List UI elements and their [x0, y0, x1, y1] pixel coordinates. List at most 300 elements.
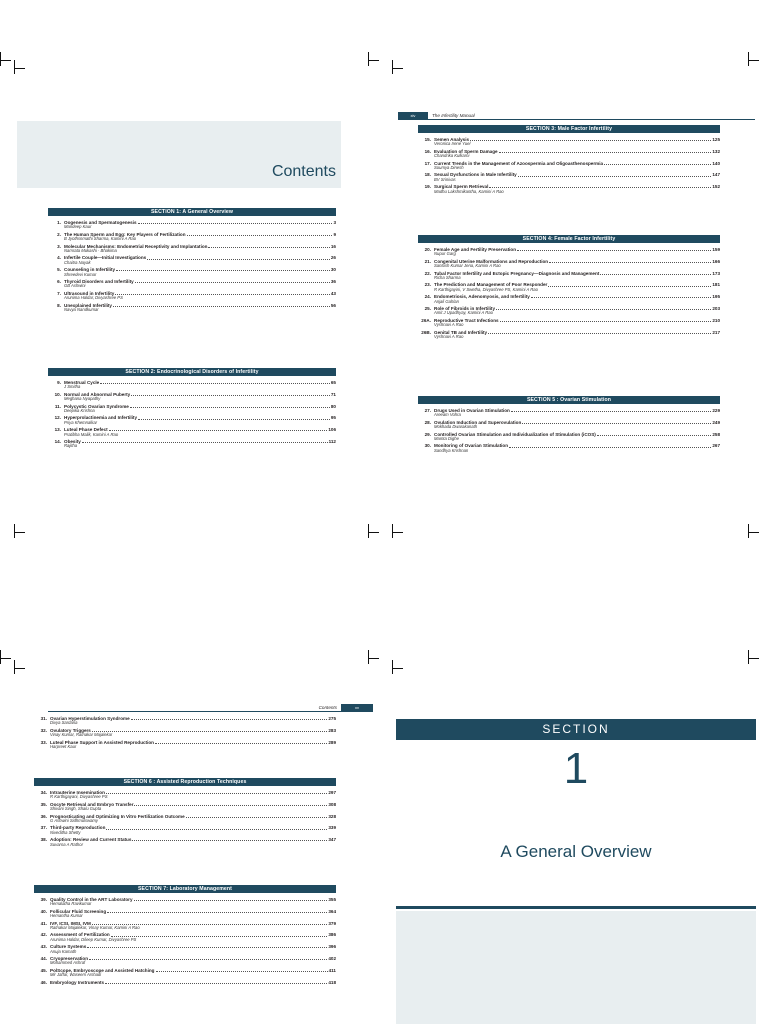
- section-heading: SECTION 4: Female Factor Infertility: [418, 235, 720, 243]
- chapter-author: Arunima Haldar, Divyashree PS: [64, 295, 123, 301]
- toc-entry[interactable]: [34, 944, 336, 954]
- chapter-number: 37.: [40, 825, 47, 831]
- chapter-number: 4.: [57, 255, 61, 261]
- leader-dots: [115, 294, 330, 295]
- chapter-title: Normal and Abnormal Puberty: [64, 391, 131, 397]
- chapter-number: 14.: [54, 438, 61, 444]
- page-number: 152: [712, 184, 720, 190]
- page-number: 106: [328, 427, 336, 433]
- leader-dots: [597, 435, 712, 436]
- chapter-number: 35.: [40, 801, 47, 807]
- chapter-title: Surgical Sperm Retrieval: [434, 184, 489, 190]
- page-number: 203: [712, 305, 720, 311]
- toc-entry[interactable]: [418, 247, 720, 257]
- toc-entry[interactable]: [48, 439, 336, 449]
- toc-entry[interactable]: [34, 728, 336, 738]
- chapter-number: 34.: [40, 790, 47, 795]
- toc-entry[interactable]: [418, 271, 720, 281]
- section-divider: [396, 906, 756, 909]
- chapter-number: 28.: [424, 419, 431, 425]
- page-number: 16: [330, 243, 336, 249]
- chapter-title: Unexplained Infertility: [64, 302, 112, 308]
- chapter-number: 11.: [54, 403, 61, 409]
- page-number: 355: [328, 897, 336, 902]
- toc-entry[interactable]: [48, 303, 336, 313]
- chapter-number: 25.: [424, 305, 431, 311]
- leader-dots: [489, 187, 711, 188]
- chapter-number: 12.: [54, 415, 61, 421]
- running-header-title: Contents: [318, 705, 337, 710]
- chapter-author: Arunima Haldar, Dileep Kumar, Divyashree PS: [50, 936, 137, 942]
- page-number: 339: [328, 825, 336, 831]
- chapter-title: Assessment of Fertilization: [50, 932, 110, 938]
- chapter-author: Madhu Lakshmikantha, Kamini A Rao: [434, 188, 504, 194]
- page-number: 125: [712, 137, 720, 142]
- chapter-title: Monitoring of Ovarian Stimulation: [434, 443, 509, 449]
- chapter-number: 23.: [424, 282, 431, 288]
- running-header: [398, 112, 755, 120]
- section-title: A General Overview: [500, 842, 652, 861]
- page-number: 195: [712, 294, 720, 300]
- page-number: 9: [333, 231, 336, 237]
- page-number: 159: [712, 247, 720, 252]
- toc-entry[interactable]: [48, 392, 336, 402]
- toc-entry[interactable]: [48, 291, 336, 301]
- leader-dots: [134, 900, 328, 901]
- chapter-number: 15.: [424, 137, 431, 142]
- page-number: 297: [328, 790, 336, 795]
- chapter-author: R Karthigayani, Divyashree PS: [50, 794, 108, 800]
- chapter-title: Oogenesis and Spermatogenesis: [64, 220, 137, 225]
- crop-mark: [368, 524, 383, 538]
- leader-dots: [522, 423, 711, 424]
- running-header-page: xiv: [398, 112, 428, 119]
- crop-mark: [748, 650, 763, 664]
- chapter-title: Ovulation Induction and Superovulation: [434, 419, 522, 425]
- chapter-author: Anuja Kamath: [50, 948, 77, 954]
- chapter-author: Divya Sardana: [50, 720, 78, 726]
- chapter-author: Shreedevi Kumar: [64, 271, 97, 277]
- chapter-title: Polycystic Ovarian Syndrome: [64, 403, 129, 409]
- leader-dots: [92, 731, 327, 732]
- page-number: 217: [712, 329, 720, 335]
- page-number: 249: [712, 419, 720, 425]
- toc-entry[interactable]: [34, 980, 336, 985]
- chapter-title: Luteal Phase Support in Assisted Reproduction: [50, 739, 154, 745]
- toc-entry[interactable]: [418, 420, 720, 430]
- leader-dots: [500, 321, 712, 322]
- page-number: 328: [328, 813, 336, 819]
- chapter-author: Chaitra Nayak: [64, 259, 91, 265]
- page-number: 258: [712, 431, 720, 437]
- crop-mark: [0, 650, 15, 664]
- toc-entry[interactable]: [34, 968, 336, 978]
- chapter-number: 24.: [424, 294, 431, 300]
- chapter-author: R Karthigayini, V Swetha, Divyashree PS, Kamini A Rao: [434, 286, 538, 292]
- page-number: 65: [330, 380, 336, 385]
- page-number: 112: [328, 438, 336, 444]
- chapter-number: 7.: [57, 290, 61, 296]
- section-heading: SECTION 7: Laboratory Management: [34, 885, 336, 893]
- leader-dots: [186, 817, 328, 818]
- page-number: 347: [328, 837, 336, 843]
- chapter-title: Infertile Couple—Initial Investigations: [64, 255, 147, 261]
- leader-dots: [604, 164, 711, 165]
- section-6-list: [34, 778, 336, 849]
- chapter-number: 27.: [424, 408, 431, 413]
- chapter-title: Tubal Factor Infertility and Ectopic Pregnancy—Diagnosis and Management: [434, 270, 600, 276]
- toc-entry[interactable]: [34, 932, 336, 942]
- chapter-title: Counseling in Infertility: [64, 267, 116, 273]
- toc-entry[interactable]: [48, 232, 336, 242]
- page-number: 411: [328, 967, 336, 973]
- crop-mark: [0, 52, 15, 66]
- crop-mark: [368, 52, 383, 66]
- chapter-author: Nupur Garg: [434, 251, 456, 257]
- chapter-author: Vinay Kumar, Ratnakar Majalekar: [50, 732, 113, 738]
- page-number: 71: [330, 391, 336, 397]
- chapter-title: Luteal Phase Defect: [64, 427, 108, 433]
- leader-dots: [113, 306, 330, 307]
- section-label: SECTION: [542, 722, 610, 736]
- leader-dots: [134, 805, 327, 806]
- chapter-title: Ultrasound in Infertility: [64, 290, 115, 296]
- chapter-author: Mohammed Ashraf: [50, 960, 86, 966]
- page-number: 283: [328, 727, 336, 733]
- chapter-number: 18.: [424, 172, 431, 178]
- chapter-author: Richa Sharma: [434, 275, 461, 280]
- chapter-number: 39.: [40, 897, 47, 902]
- chapter-title: Embryology Instruments: [50, 979, 105, 985]
- chapter-number: 1.: [57, 220, 61, 225]
- page-number: 80: [330, 403, 336, 409]
- section-panel: [396, 911, 756, 1024]
- toc-entry[interactable]: [48, 404, 336, 414]
- chapter-author: Vyshnavi A Rao: [434, 322, 464, 328]
- chapter-title: Quality Control in the ART Laboratory: [50, 897, 133, 902]
- chapter-number: 30.: [424, 443, 431, 449]
- chapter-author: Hemalatha Ravikumar: [50, 901, 92, 907]
- page-number: 36: [330, 278, 336, 284]
- running-header-right: [48, 704, 373, 712]
- leader-dots: [155, 743, 327, 744]
- page-number: 147: [712, 172, 720, 178]
- chapter-title: Ovulatory Triggers: [50, 727, 91, 733]
- toc-entry[interactable]: [48, 267, 336, 277]
- chapter-number: 38.: [40, 837, 47, 843]
- toc-entry[interactable]: [34, 790, 336, 800]
- chapter-number: 36.: [40, 813, 47, 819]
- section-2-list: [48, 368, 336, 451]
- chapter-author: Sandhya Krishnan: [434, 447, 469, 453]
- leader-dots: [470, 140, 711, 141]
- chapter-number: 2.: [57, 231, 61, 237]
- toc-entry[interactable]: [418, 137, 720, 147]
- chapter-number: 40.: [40, 908, 47, 914]
- leader-dots: [111, 936, 328, 937]
- chapter-author: Namrata Mukashi · Bhakima: [64, 248, 117, 253]
- chapter-number: 20.: [424, 247, 431, 252]
- chapter-title: Follicular Fluid Screening: [50, 908, 107, 914]
- page-number: 402: [328, 955, 336, 961]
- chapter-number: 43.: [40, 944, 47, 950]
- crop-mark: [14, 60, 29, 74]
- chapter-number: 44.: [40, 955, 47, 961]
- toc-entry[interactable]: [418, 408, 720, 418]
- page-number: 95: [330, 415, 336, 421]
- contents-page-3: [0, 512, 384, 1024]
- chapter-number: 42.: [40, 932, 47, 938]
- chapter-title: Prognosticating and Optimizing In Vitro Fertilization Outcome: [50, 813, 185, 819]
- chapter-title: Drugs Used in Ovarian Stimulation: [434, 408, 510, 413]
- chapter-title: Female Age and Fertility Preservation: [434, 247, 517, 252]
- leader-dots: [131, 719, 328, 720]
- chapter-author: Santosh Kumar Jena, Kamini A Rao: [434, 263, 501, 269]
- chapter-author: Areeam Vohra: [434, 412, 461, 418]
- leader-dots: [138, 419, 330, 420]
- leader-dots: [106, 829, 327, 830]
- page-number: 289: [328, 739, 336, 745]
- chapter-title: Sexual Dysfunctions in Male Infertility: [434, 172, 517, 178]
- contents-title: Contents: [271, 163, 336, 180]
- toc-entry[interactable]: [34, 814, 336, 824]
- chapter-author: Deepika Krishna: [64, 408, 95, 413]
- chapter-title: The Prediction and Management of Poor Responder: [434, 282, 548, 288]
- chapter-author: GB Ashwini: [64, 283, 86, 289]
- chapter-author: Ratnakar Majalekar, Vinay Kumar, Kamini A Rao: [50, 925, 140, 930]
- page-number: 210: [712, 317, 720, 323]
- chapter-author: J Smitha: [64, 384, 81, 390]
- section-heading: SECTION 2: Endocrinological Disorders of Infertility: [48, 368, 336, 376]
- chapter-title: Genital TB and Infertility: [434, 329, 488, 335]
- chapter-author: Meghana Nyapathy: [64, 396, 101, 402]
- toc-entry[interactable]: [34, 825, 336, 835]
- chapter-number: 22.: [424, 270, 431, 276]
- chapter-title: Molecular Mechanisms: Endometrial Receptivity and Implantation: [64, 243, 208, 249]
- page-number: 386: [328, 932, 336, 938]
- chapter-number: 26B.: [421, 329, 431, 335]
- contents-page-1: [0, 0, 384, 512]
- toc-entry[interactable]: [34, 716, 336, 726]
- leader-dots: [511, 411, 712, 412]
- toc-entry[interactable]: [48, 244, 336, 254]
- page-number: 166: [712, 258, 720, 264]
- toc-entry[interactable]: [34, 956, 336, 966]
- chapter-author: Shivani Singh, Shalu Gupta: [50, 806, 102, 812]
- crop-mark: [748, 524, 763, 538]
- toc-entry[interactable]: [418, 330, 720, 340]
- chapter-number: 16.: [424, 148, 431, 154]
- chapter-title: Role of Fibroids in Infertility: [434, 305, 495, 311]
- chapter-title: Endometriosis, Adenomyosis, and Infertility: [434, 294, 530, 300]
- chapter-number: 32.: [40, 727, 47, 733]
- section-4-list: [418, 235, 720, 341]
- chapter-author: Pratibha Malik, Kamini A Rao: [64, 431, 119, 437]
- chapter-title: Oocyte Retrieval and Embryo Transfer: [50, 801, 134, 807]
- page-number: 396: [328, 944, 336, 950]
- chapter-title: Intrauterine Insemination: [50, 790, 105, 795]
- toc-entry[interactable]: [48, 415, 336, 425]
- chapter-number: 5.: [57, 267, 61, 273]
- chapter-author: Amit J Upadhyay, Kamini A Rao: [434, 310, 493, 316]
- chapter-number: 6.: [57, 278, 61, 284]
- chapter-author: Priya Khemnalkar: [64, 419, 98, 425]
- crop-mark: [392, 660, 407, 674]
- page-number: 56: [330, 302, 336, 308]
- chapter-title: Cryopreservation: [50, 955, 89, 961]
- crop-mark: [392, 60, 407, 74]
- toc-entry[interactable]: [418, 161, 720, 171]
- chapter-author: Vyshnavi A Rao: [434, 333, 464, 339]
- chapter-title: Ovarian Hyperstimulation Syndrome: [50, 716, 130, 721]
- leader-dots: [106, 793, 327, 794]
- leader-dots: [518, 176, 712, 177]
- chapter-number: 13.: [54, 427, 61, 433]
- chapter-number: 10.: [54, 391, 61, 397]
- section-heading: SECTION 6 : Assisted Reproduction Techniques: [34, 778, 336, 786]
- chapter-author: Soumya Dinesh: [434, 165, 464, 170]
- leader-dots: [116, 270, 330, 271]
- chapter-author: Rajitha: [64, 443, 78, 449]
- running-header-title: The Infertility Manual: [432, 113, 475, 118]
- chapter-author: G Ashwini Sidhmulswamy: [50, 818, 99, 823]
- leader-dots: [156, 971, 328, 972]
- leader-dots: [109, 430, 328, 431]
- toc-entry[interactable]: [48, 255, 336, 265]
- chapter-author: Mandeep Kaur: [64, 224, 92, 230]
- chapter-author: Mokhada Dwarakanath: [434, 424, 478, 430]
- leader-dots: [138, 223, 333, 224]
- chapter-number: 8.: [57, 302, 61, 308]
- page-number: 26: [330, 255, 336, 261]
- toc-entry[interactable]: [418, 282, 720, 292]
- chapter-title: PolScope, Embryoscope and Assisted Hatching: [50, 967, 155, 973]
- toc-entry[interactable]: [34, 802, 336, 812]
- leader-dots: [147, 259, 330, 260]
- chapter-number: 46.: [40, 979, 47, 985]
- leader-dots: [208, 247, 329, 248]
- toc-entry[interactable]: [418, 172, 720, 182]
- chapter-title: IVF, ICSI, IMSI, IVM: [50, 920, 91, 926]
- chapter-number: 41.: [40, 920, 47, 926]
- chapter-author: Niveditha Shetty: [50, 829, 81, 835]
- toc-entry[interactable]: [418, 443, 720, 453]
- chapter-number: 45.: [40, 967, 47, 973]
- toc-entry[interactable]: [418, 184, 720, 194]
- chapter-title: Semen Analysis: [434, 137, 470, 142]
- page-number: 379: [328, 920, 336, 926]
- toc-entry[interactable]: [34, 909, 336, 919]
- chapter-number: 9.: [57, 380, 61, 385]
- toc-entry[interactable]: [418, 318, 720, 328]
- chapter-author: Suvarna A Rathor: [50, 841, 83, 847]
- leader-dots: [107, 912, 327, 913]
- leader-dots: [131, 395, 330, 396]
- chapter-title: Third-party Reproduction: [50, 825, 106, 831]
- toc-entry[interactable]: [418, 432, 720, 442]
- chapter-number: 29.: [424, 431, 431, 437]
- toc-entry[interactable]: [48, 380, 336, 390]
- chapter-author: Hemantha Kumar: [50, 913, 83, 919]
- page-number: 275: [328, 716, 336, 721]
- running-header-page: xv: [341, 704, 373, 711]
- page-number: 418: [328, 979, 336, 985]
- toc-entry[interactable]: [34, 740, 336, 750]
- chapter-number: 3.: [57, 243, 61, 249]
- section-opener-page: [384, 512, 768, 1024]
- leader-dots: [135, 282, 330, 283]
- toc-entry[interactable]: [34, 837, 336, 847]
- leader-dots: [187, 235, 333, 236]
- section-3-list: [418, 125, 720, 196]
- toc-entry[interactable]: [48, 220, 336, 230]
- chapter-title: Culture Systems: [50, 944, 87, 950]
- leader-dots: [549, 262, 711, 263]
- chapter-author: Mir Jaffar, Waseem Arshadi: [50, 972, 102, 978]
- page-number: 30: [330, 267, 336, 273]
- crop-mark: [368, 650, 383, 664]
- chapter-title: Reproductive Tract Infections: [434, 317, 499, 323]
- chapter-number: 21.: [424, 258, 431, 264]
- chapter-title: Thyroid Disorders and Infertility: [64, 278, 134, 284]
- toc-entry[interactable]: [34, 921, 336, 931]
- toc-entry[interactable]: [34, 897, 336, 907]
- leader-dots: [496, 309, 711, 310]
- chapter-author: Anjali Gahlan: [434, 298, 459, 304]
- section-5-list: [418, 396, 720, 455]
- section-7-list: [34, 885, 336, 987]
- crop-mark: [392, 524, 407, 538]
- leader-dots: [132, 840, 327, 841]
- chapter-title: Current Trends in the Management of Azoospermia and Oligoasthenospermia: [434, 160, 604, 166]
- page-number: 3: [333, 220, 336, 225]
- chapter-author: Chandrika Kulkarni: [434, 153, 470, 159]
- chapter-author: B Jyothsnmathi Sharma, Kamini A Rao: [64, 236, 137, 242]
- chapter-title: Evaluation of Sperm Damage: [434, 148, 498, 154]
- page-number: 173: [712, 270, 720, 276]
- chapter-author: Harpreet Kaur: [50, 744, 77, 749]
- toc-entry[interactable]: [48, 427, 336, 437]
- page-number: 267: [712, 443, 720, 449]
- chapter-number: 19.: [424, 184, 431, 190]
- chapter-number: 31.: [40, 716, 47, 721]
- page-number: 229: [712, 408, 720, 413]
- leader-dots: [100, 383, 330, 384]
- leader-dots: [105, 983, 327, 984]
- toc-entry[interactable]: [418, 259, 720, 269]
- toc-entry[interactable]: [418, 294, 720, 304]
- toc-entry[interactable]: [418, 149, 720, 159]
- section-number: 1: [563, 744, 589, 793]
- chapter-title: Controlled Ovarian Stimulation and Individualization of Stimulation (iCOS): [434, 431, 596, 437]
- leader-dots: [499, 152, 712, 153]
- page-number: 181: [712, 282, 720, 288]
- leader-dots: [82, 442, 328, 443]
- chapter-title: Obesity: [64, 438, 81, 444]
- page-number: 308: [328, 801, 336, 807]
- toc-entry[interactable]: [418, 306, 720, 316]
- section-5-continued-list: [34, 716, 336, 751]
- toc-entry[interactable]: [48, 279, 336, 289]
- page-number: 140: [712, 160, 720, 166]
- section-label-bar: [396, 719, 756, 740]
- page-number: 43: [330, 290, 336, 296]
- crop-mark: [748, 52, 763, 66]
- chapter-title: Hyperprolactinemia and Infertility: [64, 415, 138, 421]
- chapter-number: 33.: [40, 739, 47, 745]
- leader-dots: [130, 407, 330, 408]
- leader-dots: [89, 959, 327, 960]
